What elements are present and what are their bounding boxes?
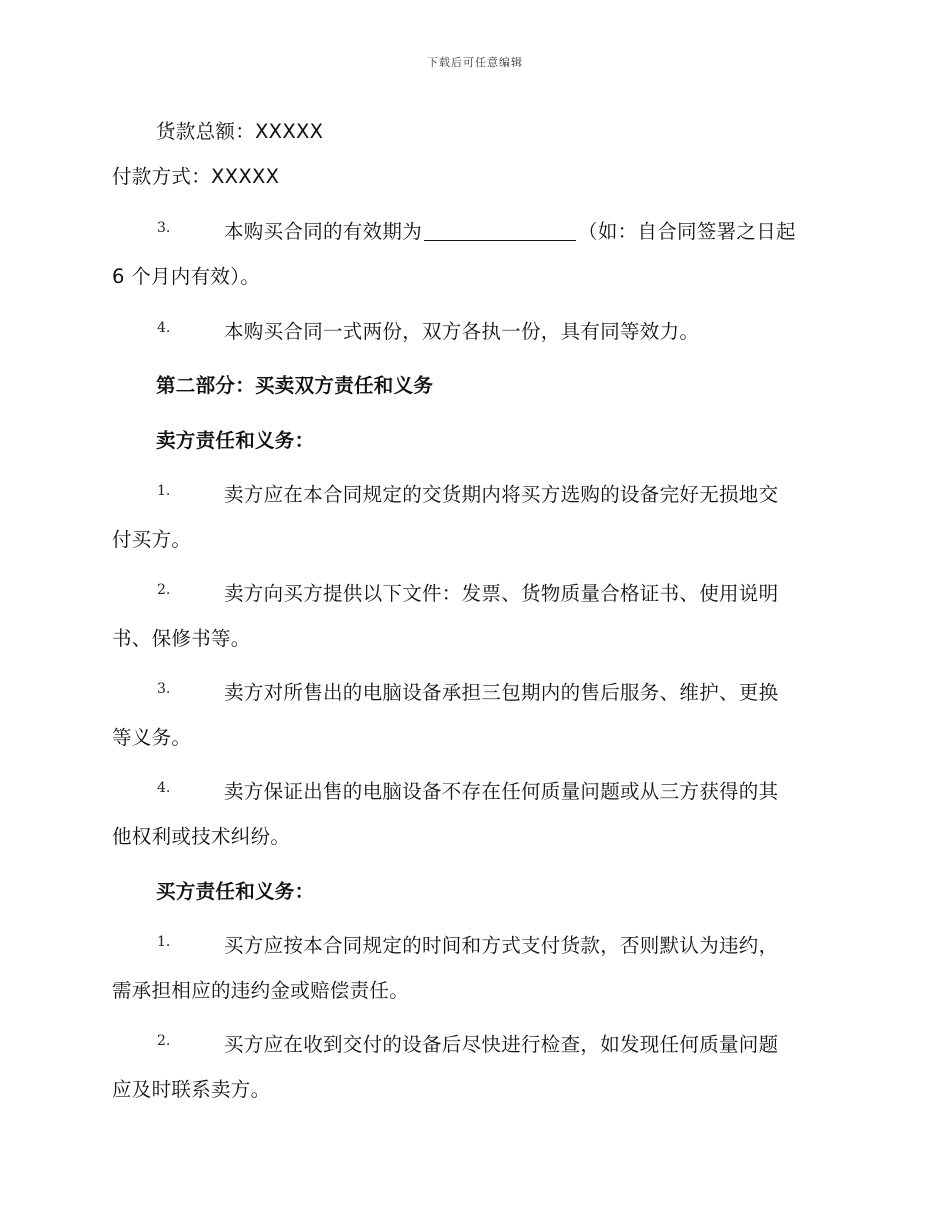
seller-item-number: 4. xyxy=(157,780,171,796)
clause-number: 3. xyxy=(157,220,171,236)
clause-copies-line1: 本购买合同一式两份，双方各执一份，具有同等效力。 xyxy=(224,320,700,343)
page-header: 下载后可任意编辑 xyxy=(427,56,523,69)
seller-item-line2: 他权利或技术纠纷。 xyxy=(112,825,291,848)
seller-item-number: 3. xyxy=(157,681,171,697)
clause-validity-line2: 6 个月内有效）。 xyxy=(112,265,261,288)
seller-item-line1: 卖方保证出售的电脑设备不存在任何质量问题或从三方获得的其 xyxy=(224,780,779,803)
buyer-item-number: 2. xyxy=(157,1033,171,1049)
buyer-item-line2: 需承担相应的违约金或赔偿责任。 xyxy=(112,979,410,1002)
buyer-item-line2: 应及时联系卖方。 xyxy=(112,1078,271,1101)
validity-blank xyxy=(424,222,576,241)
clause-validity-text-before: 本购买合同的有效期为 xyxy=(224,220,423,243)
buyer-item-line1: 买方应在收到交付的设备后尽快进行检查，如发现任何质量问题 xyxy=(224,1033,779,1056)
seller-item-line1: 卖方对所售出的电脑设备承担三包期内的售后服务、维护、更换 xyxy=(224,681,779,704)
clause-validity-line1 xyxy=(224,216,796,244)
part2-title: 第二部分：买卖双方责任和义务 xyxy=(156,374,434,397)
seller-item-number: 1. xyxy=(157,483,171,499)
clause-validity-text-after: （如：自合同签署之日起 xyxy=(578,220,796,243)
payment-total: 货款总额：XXXXX xyxy=(156,120,324,143)
buyer-section-title: 买方责任和义务： xyxy=(156,880,315,903)
seller-item-line1: 卖方应在本合同规定的交货期内将买方选购的设备完好无损地交 xyxy=(224,483,779,506)
seller-item-line2: 书、保修书等。 xyxy=(112,627,251,650)
seller-item-line2: 等义务。 xyxy=(112,726,192,749)
seller-section-title: 卖方责任和义务： xyxy=(156,429,315,452)
clause-number: 4. xyxy=(157,320,171,336)
seller-item-line2: 付买方。 xyxy=(112,528,192,551)
buyer-item-number: 1. xyxy=(157,934,171,950)
buyer-item-line1: 买方应按本合同规定的时间和方式支付货款，否则默认为违约， xyxy=(224,934,779,957)
payment-method: 付款方式：XXXXX xyxy=(112,165,280,188)
seller-item-line1: 卖方向买方提供以下文件：发票、货物质量合格证书、使用说明 xyxy=(224,582,779,605)
seller-item-number: 2. xyxy=(157,582,171,598)
